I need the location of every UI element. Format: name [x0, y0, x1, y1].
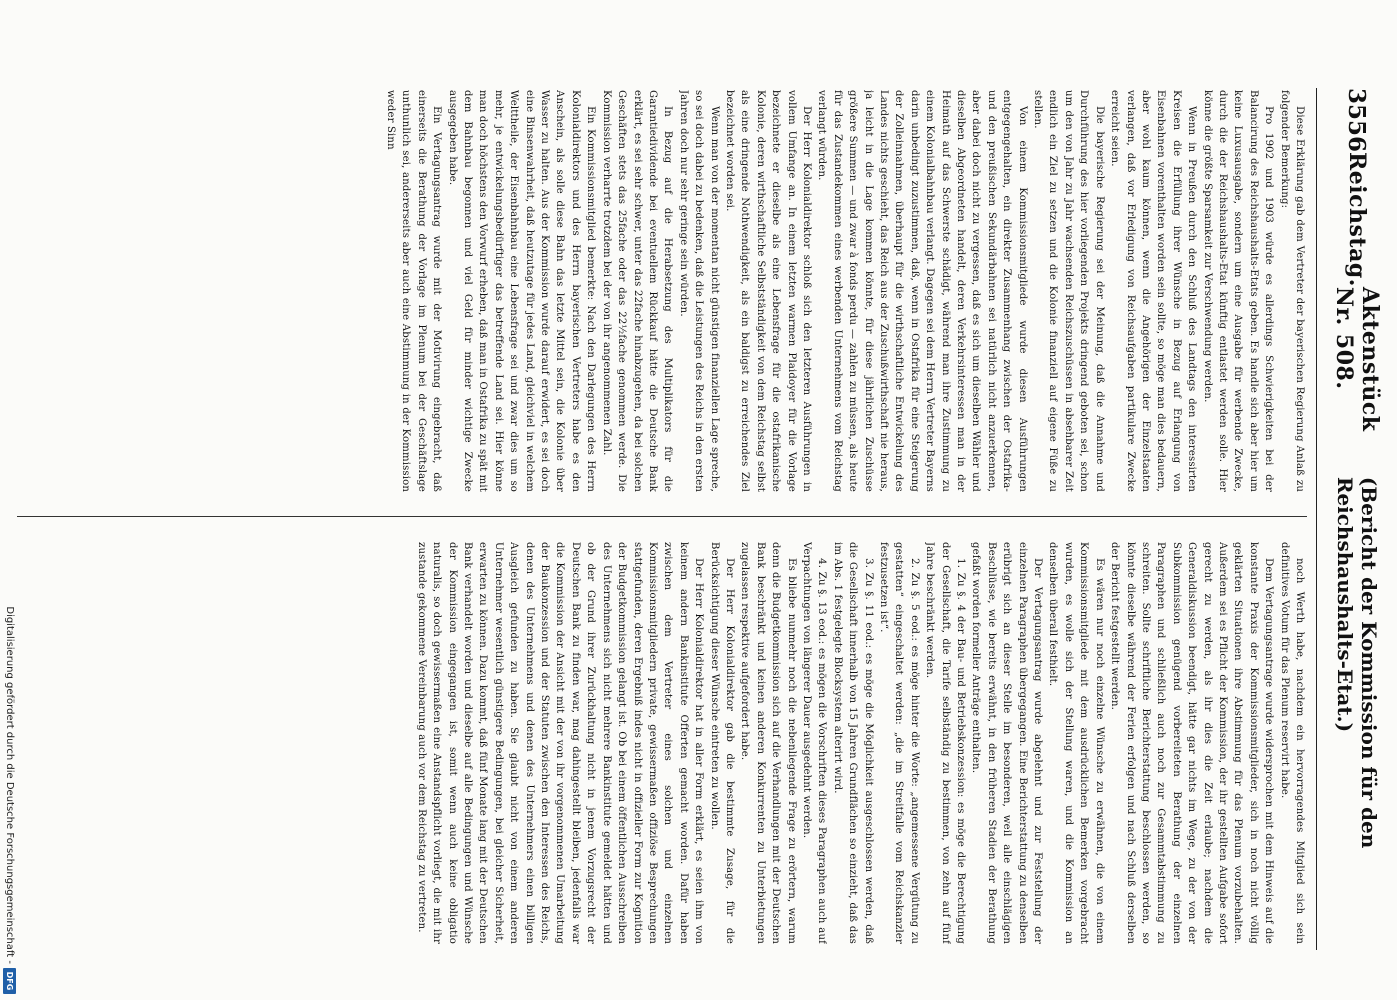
paragraph: Ein Vertagungsantrag wurde mit der Motivirung eingebracht, daß einerseits die Berathung der Vorlage im Plenum bei der Geschäftslage unthunlich sei, andererseits aber auch eine Abstimmung in der Kommission weder Sinn	[385, 90, 443, 492]
paragraph: Der Herr Kolonialdirektor gab die bestimmte Zusage, für die Berücksichtigung dieser Wünsche eintreten zu wollen.	[708, 542, 735, 944]
paragraph: Der Herr Kolonialdirektor schloß sich den letzteren Ausführungen in vollem Umfange an. In einem letzten warmen Plaidoyer für die Vorlage bezeichnete er dieselbe als eine Lebensfrage für die ostafrikanische Kolonie, deren wirthschaftliche Selbstständigkeit von dem Reichstag selbst als eine dringende Nothwendigkeit, als ein baldigst zu erreichendes Ziel bezeichnet worden sei.	[723, 90, 812, 492]
paragraph: Dem Vertagungsantrage wurde widersprochen mit dem Hinweis auf die konstante Praxis der Kommissionsmitglieder, sich in noch nicht völlig geklärten Situationen ihre Abstimmung für das Plenum vorzubehalten. Außerdem sei es Pflicht der Kommission, der ihr gestellten Aufgabe sofort gerecht zu werden, als ihr dies die Zeit erlaube; nachdem die Generaldiskussion beendigt, hätte gar nichts im Wege, zu der von der Subkommission genügend vorbereiteten Berathung der einzelnen Paragraphen und schließlich auch noch zur Gesammtabstimmung zu schreiten. Sollte schriftliche Berichterstattung beschlossen werden, so könnte dieselbe während der Ferien erfolgen und nach Schluß derselben der Bericht festgestellt werden.	[1109, 542, 1275, 944]
page-subtitle: (Bericht der Kommission für den Reichshaushalts-Etat.)	[1333, 476, 1381, 849]
paragraph: Wenn in Preußen durch den Schluß des Landtags den interessirten Kreisen die Erfüllung ihrer Wünsche in Bezug auf Erlangung von Eisenbahnen vorenthalten worden sein sollte, so möge man dies bedauern, aber wohl kaum können, wenn die Angehörigen der Einzelstaaten verlangen, daß vor Erledigung von Reichsaufgaben partikulare Zwecke erreicht seien.	[1109, 90, 1198, 492]
digitization-credit: Digitalisierung gefördert durch die Deutsche Forschungsgemeinschaft -	[4, 606, 15, 964]
header-rule	[1316, 88, 1317, 950]
paragraph: 2. Zu §. 5 eod.: es möge hinter die Worte: „angemessene Vergütung zu gestatten“ eingeschaltet werden: „die im Streitfalle vom Reichskanzler festzusetzen ist“.	[878, 542, 920, 944]
left-column	[17, 90, 1307, 492]
paragraph: Ein Kommissionsmitglied bemerkte: Nach den Darlegungen des Herrn Kolonialdirektors und des Herrn bayerischen Vertreters habe es den Anschein, als solle diese Bahn das letzte Mittel sein, die Kolonie über Wasser zu halten. Aus der Kommission wurde darauf erwidert, es sei doch eine Binsenwahrheit, daß heutzutage für jedes Land, gleichviel in welchem Welttheile, der Eisenbahnbau eine Lebensfrage sei und zwar dies um so mehr, je entwickelungsbedürftiger das betreffende Land sei. Hier könne man doch höchstens den Vorwurf erheben, daß man in Ostafrika zu spät mit dem Bahnbau begonnen und viel Geld für minder wichtige Zwecke ausgegeben habe.	[446, 90, 597, 492]
paragraph: Es bliebe nunmehr noch die nebenliegende Frage zu erörtern, warum denn die Budgetkommission sich auf die Verhandlungen mit der Deutschen Bank beschränkt und keinen anderen Konkurrenten zu Unterbietungen zugelassen respektive aufgefordert habe.	[739, 542, 797, 944]
paragraph: Pro 1902 und 1903 würde es allerdings Schwierigkeiten bei der Balancirung des Reichshaushalts-Etats geben. Es handle sich aber hier um keine Luxusausgabe, sondern um eine Ausgabe für werbende Zwecke, durch die der Reichshaushalts-Etat künftig entlastet werden solle. Hier könne die größte Sparsamkeit zur Verschwendung werden.	[1201, 90, 1275, 492]
paragraph: 4. Zu §. 13 eod.: es mögen die Vorschriften dieses Paragraphen auch auf Verpachtungen von längerer Dauer ausgedehnt werden.	[801, 542, 828, 944]
column-divider	[17, 516, 1307, 517]
paragraph: Es wären nur noch einzelne Wünsche zu erwähnen, die von einem Kommissionsmitgliede mit dem ausdrücklichen Bemerken vorgebracht wurden, es wolle sich der Stellung waren, und die Kommission an denselben überall festhielt.	[1047, 542, 1105, 944]
paragraph: Von einem Kommissionsmitgliede wurde diesen Ausführungen entgegengehalten, ein direkter Zusammenhang zwischen der Ostafrika- und den preußischen Sekundärbahnen sei natürlich nicht anzuerkennen, aber dabei doch nicht zu vergessen, daß es sich um dieselben Wähler und dieselben Abgeordneten handelt, deren Verkehrsinteressen man in der Heimath auf das Schwerste schädigt, während man ihre Zustimmung zu einem Kolonialbahnbau verlangt. Dagegen sei dem Herrn Vertreter Bayerns darin unbedingt zuzustimmen, daß, wenn in Ostafrika für eine Steigerung der Zolleinnahmen, überhaupt für die wirthschaftliche Entwickelung des Landes nichts geschieht, das Reich aus der Zuschußwirthschaft nie heraus, ja leicht in die Lage kommen könnte, für diese jährlichen Zuschüsse größere Summen — und zwar à fonds perdu — zahlen zu müssen, als heute für das Zustandekommen eines werbenden Unternehmens vom Reichstag verlangt würden.	[816, 90, 1028, 492]
right-column	[17, 542, 1307, 944]
dfg-logo: DFG	[3, 968, 16, 994]
paragraph: Wenn man von der momentan nicht günstigen finanziellen Lage spreche, so sei doch dabei zu bedenken, daß die Leistungen des Reichs in den ersten Jahren doch nur sehr geringe sein würden.	[677, 90, 720, 492]
page-header	[1317, 88, 1397, 948]
paragraph: Die bayerische Regierung sei der Meinung, daß die Annahme und Durchführung des hier vorliegenden Projekts dringend geboten sei, schon um den von Jahr zu Jahr wachsenden Reichszuschüssen in absehbarer Zeit endlich ein Ziel zu setzen und die Kolonie finanziell auf eigene Füße zu stellen.	[1032, 90, 1105, 492]
paragraph: 3. Zu §. 11 eod.: es möge die Möglichkeit ausgeschlossen werden, daß die Gesellschaft innerhalb von 15 Jahren Grundflächen so einzieht, daß das im Abs. 1 festgelegte Blocksystem alterirt wird.	[831, 542, 874, 944]
paragraph: In Bezug auf die Herabsetzung des Multiplikators für die Garantiedividende bei eventuellem Rückkauf hätte die Deutsche Bank erklärt, es sei sehr schwer, unter das 22fache hinabzugehen, da bei solchen Geschäften stets das 25fache oder das 22½fache genommen werde. Die Kommission verharrte trotzdem bei der von ihr angenommenen Zahl.	[600, 90, 674, 492]
paragraph: noch Werth habe, nachdem ein hervorragendes Mitglied sich sein definitives Votum für das Plenum reservirt habe.	[1278, 542, 1305, 944]
page-number: 3556	[1343, 88, 1371, 153]
document-number: Aktenstück Nr. 508.	[1331, 286, 1383, 432]
paragraph: Diese Erklärung gab dem Vertreter der bayerischen Regierung Anlaß zu folgender Bemerkung:	[1278, 90, 1305, 492]
paragraph: Der Herr Kolonialdirektor hat in aller Form erklärt, es seien ihm von keinem andern Bankinstitute Offerten gemacht worden. Dafür haben zwischen dem Vertreter eines solchen und einzelnen Kommissionsmitgliedern private, gewissermaßen offiziöse Besprechungen stattgefunden, deren Ergebniß indes nicht in offizieller Form zur Kognition der Budgetkommission gelangt ist. Ob bei einem öffentlichen Ausschreiben des Unternehmens sich nicht mehrere Bankinstitute gemeldet hätten und ob der Grund ihrer Zurückhaltung nicht in jenem Vorzugsrecht der Deutschen Bank zu finden war, mag dahingestellt bleiben, jedenfalls war die Kommission der Ansicht mit der von ihr vorgenommenen Umarbeitung der Baukonzession und der Statuten zwischen den Interessen des Reichs, denen des Unternehmens und denen des Unternehmers einen billigen Ausgleich gefunden zu haben. Sie glaubt nicht von einem anderen Unternehmer wesentlich günstigere Bedingungen, bei gleicher Sicherheit, erwarten zu können. Dazu kommt, daß fünf Monate lang mit der Deutschen Bank verhandelt worden und dieselbe auf alle Bedingungen und Wünsche der Kommission eingegangen ist, somit wenn auch keine obligatio naturalis, so doch gewissermaßen eine Anstandspflicht vorliegt, die mit ihr zustande gekommene Vereinbarung auch vor dem Reichstag zu vertreten.	[415, 542, 705, 944]
page-footer	[0, 0, 19, 1000]
page-title: Reichstag.	[1344, 152, 1370, 287]
paragraph: 1. Zu §. 4 der Bau- und Betriebskonzession: es möge die Berechtigung der Gesellschaft, die Tarife selbständig zu bestimmen, von zehn auf fünf Jahre beschränkt werden.	[924, 542, 967, 944]
paragraph: Der Vertagungsantrag wurde abgelehnt und zur Feststellung der einzelnen Paragraphen übergegangen. Eine Berichterstattung zu denselben erübrigt sich an dieser Stelle im besonderen, weil alle einschlägigen Beschlüsse, wie bereits erwähnt, in den früheren Stadien der Berathung gefaßt worden formeller Anträge enthalten.	[970, 542, 1044, 944]
